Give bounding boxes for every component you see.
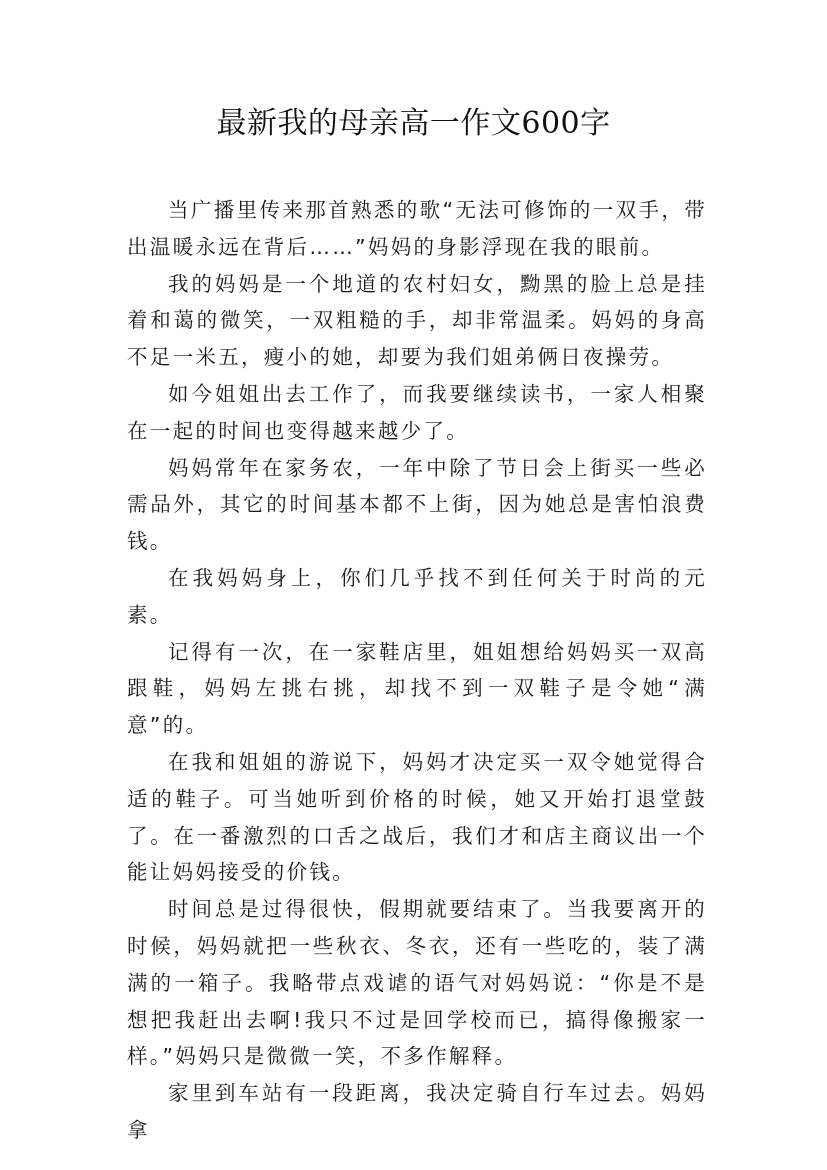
paragraph: 在我和姐姐的游说下，妈妈才决定买一双令她觉得合适的鞋子。可当她听到价格的时候，她又开始打退堂鼓了。在一番激烈的口舌之战后，我们才和店主商议出一个能让妈妈接受的价钱。 xyxy=(127,749,707,885)
paragraph: 记得有一次，在一家鞋店里，姐姐想给妈妈买一双高跟鞋，妈妈左挑右挑，却找不到一双鞋子是令她“满意”的。 xyxy=(127,639,707,738)
paragraph: 时间总是过得很快，假期就要结束了。当我要离开的时候，妈妈就把一些秋衣、冬衣，还有一些吃的，装了满满的一箱子。我略带点戏谑的语气对妈妈说：“你是不是想把我赶出去啊!我只不过是回学校而已，搞得像搬家一样。”妈妈只是微微一笑，不多作解释。 xyxy=(127,897,707,1069)
paragraph: 我的妈妈是一个地道的农村妇女，黝黑的脸上总是挂着和蔼的微笑，一双粗糙的手，却非常温柔。妈妈的身高不足一米五，瘦小的她，却要为我们姐弟俩日夜操劳。 xyxy=(127,271,707,370)
document-title: 最新我的母亲高一作文600字 xyxy=(216,106,611,141)
document-body xyxy=(127,192,707,1149)
paragraph: 当广播里传来那首熟悉的歌“无法可修饰的一双手，带出温暖永远在背后……”妈妈的身影浮现在我的眼前。 xyxy=(127,198,707,259)
paragraph: 妈妈常年在家务农，一年中除了节日会上街买一些必需品外，其它的时间基本都不上街，因为她总是害怕浪费钱。 xyxy=(127,455,707,554)
paragraph: 如今姐姐出去工作了，而我要继续读书，一家人相聚在一起的时间也变得越来越少了。 xyxy=(127,381,707,443)
paragraph: 家里到车站有一段距离，我决定骑自行车过去。妈妈拿 xyxy=(127,1081,707,1142)
paragraph: 在我妈妈身上，你们几乎找不到任何关于时尚的元素。 xyxy=(127,565,707,627)
